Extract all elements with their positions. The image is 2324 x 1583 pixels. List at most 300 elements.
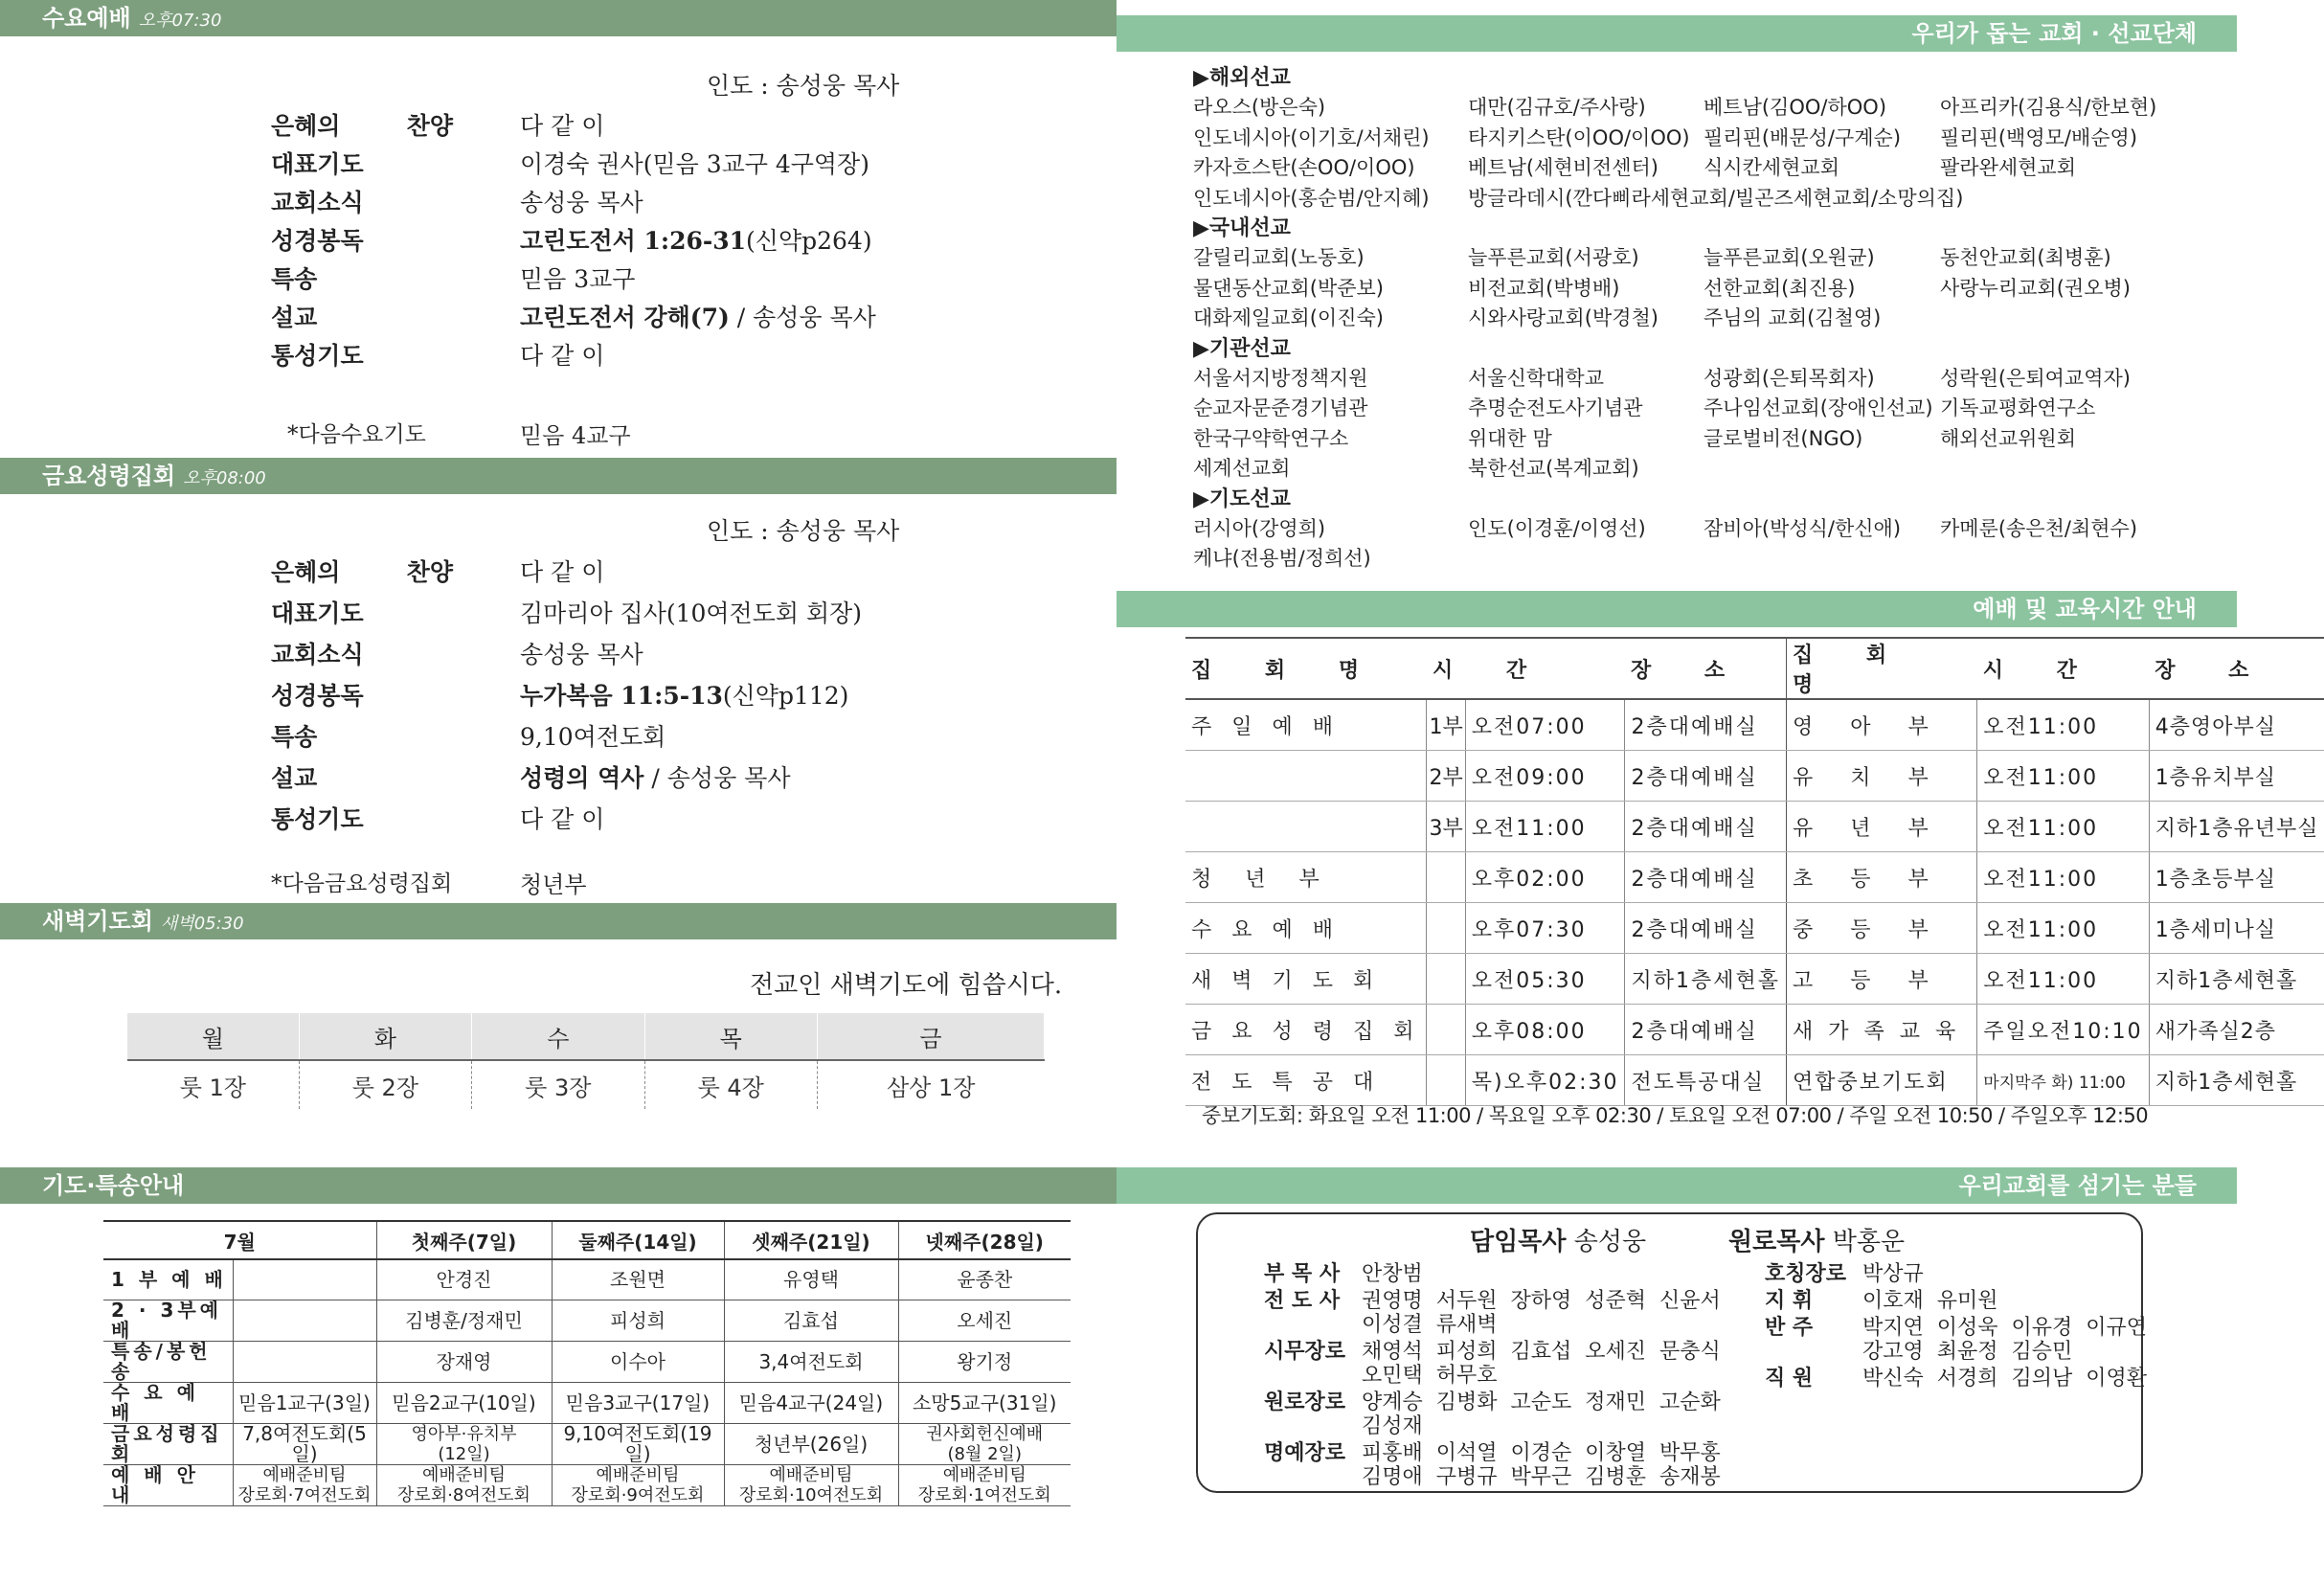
wed-section-header <box>0 0 1117 36</box>
order-label: 통성기도 <box>271 805 364 833</box>
service-cell: 영 아 부 <box>1787 699 1977 751</box>
order-label: 대표기도 <box>271 599 364 627</box>
prayer-cell: 믿음3교구(17일) <box>552 1383 724 1424</box>
mission-item: 물댄동산교회(박준보) <box>1193 276 1384 300</box>
mission-item: 베트남(세현비전센터) <box>1468 156 1658 179</box>
prayer-cell <box>233 1342 376 1383</box>
service-cell: 1부 <box>1427 699 1465 751</box>
service-cell: 지하1층유년부실 <box>2149 802 2324 852</box>
order-label: 설교 <box>271 304 318 331</box>
mission-item: 카메룬(송은천/최현수) <box>1940 516 2138 540</box>
service-cell: 4층영아부실 <box>2149 699 2324 751</box>
prayer-header: 넷째주(28일) <box>898 1221 1071 1259</box>
service-cell: 주 일 예 배 <box>1185 699 1427 751</box>
mission-item: 선한교회(최진용) <box>1704 276 1856 300</box>
prayer-header: 첫째주(7일) <box>376 1221 552 1259</box>
staff-title: 반 주 <box>1765 1316 1814 1340</box>
staff-title: 시무장로 <box>1264 1340 1346 1364</box>
order-value-text: 다 같 이 <box>520 112 605 140</box>
dawn-section-header <box>0 903 1117 939</box>
service-row <box>1185 903 2324 954</box>
mission-list <box>1193 63 2189 575</box>
service-cell: 오전11:00 <box>1977 699 2149 751</box>
wed-next-label: *다음수요기도 <box>287 422 426 447</box>
dawn-reading-table <box>127 1013 1045 1109</box>
fri-next-value: 청년부 <box>520 871 587 898</box>
order-row <box>271 146 1085 184</box>
prayer-cell: 오세진 <box>898 1300 1071 1342</box>
dawn-day: 금 <box>817 1013 1044 1060</box>
mission-item <box>1940 544 2189 575</box>
dawn-day: 수 <box>472 1013 644 1060</box>
staff-section-header <box>1117 1167 2237 1204</box>
order-value-text: 다 같 이 <box>520 805 605 833</box>
senior-pastor <box>1470 1222 1646 1257</box>
service-cell <box>1427 1055 1465 1106</box>
service-cell: 고 등 부 <box>1787 954 1977 1005</box>
mission-item: 잠비아(박성식/한신애) <box>1704 516 1902 540</box>
wed-time: 오후07:30 <box>138 11 222 31</box>
mission-item: 대화제일교회(이진숙) <box>1193 306 1384 329</box>
service-cell <box>1427 852 1465 903</box>
order-value-text: / 송성웅 목사 <box>643 764 791 792</box>
order-row <box>271 718 1085 759</box>
staff-names: 박신숙 서경희 김의남 이영환 <box>1862 1367 2147 1391</box>
mission-item: 필리핀(배문성/구계순) <box>1704 125 1902 149</box>
order-value-bold: 고린도전서 1:26-31 <box>520 227 747 255</box>
order-value-text: 송성웅 목사 <box>520 641 643 668</box>
mission-item: 러시아(강영희) <box>1193 516 1326 540</box>
mission-item: 대만(김규호/주사랑) <box>1468 96 1646 119</box>
prayer-cell: 이수아 <box>552 1342 724 1383</box>
mission-item: 늘푸른교회(오원균) <box>1704 246 1875 269</box>
service-cell: 중 등 부 <box>1787 903 1977 954</box>
order-value <box>520 260 635 295</box>
service-cell: 오전11:00 <box>1977 751 2149 802</box>
order-value <box>520 677 848 712</box>
service-cell: 오후02:00 <box>1465 852 1625 903</box>
order-value <box>520 718 666 753</box>
services-title: 예배 및 교육시간 안내 <box>1973 596 2197 622</box>
staff-names: 강고영 최윤정 김승민 <box>1862 1340 2073 1364</box>
intercession-note: 중보기도회: 화요일 오전 11:00 / 목요일 오후 02:30 / 토요일 오전 07:00 / 주일 오전 10:50 / 주일오후 12:50 <box>1202 1104 2149 1127</box>
order-value-text: 송성웅 목사 <box>520 189 643 216</box>
mission-item: 추명순전도사기념관 <box>1468 396 1643 419</box>
prayer-row-label: 특송/봉헌송 <box>103 1342 233 1383</box>
staff-names: 이성결 류새벽 <box>1362 1313 1498 1337</box>
service-cell: 연합중보기도회 <box>1787 1055 1977 1106</box>
prayer-row <box>103 1383 1071 1424</box>
staff-names: 피홍배 이석열 이경순 이창열 박무홍 <box>1362 1441 1721 1465</box>
wed-leader: 인도 : 송성웅 목사 <box>707 72 900 100</box>
order-label: 성경봉독 <box>271 227 364 255</box>
service-cell: 전 도 특 공 대 <box>1185 1055 1427 1106</box>
prayer-cell: 예배준비팀 장로회·1여전도회 <box>898 1465 1071 1506</box>
order-value-text: 9,10여전도회 <box>520 723 666 751</box>
dawn-time: 새벽05:30 <box>160 914 244 934</box>
service-cell: 새가족실2층 <box>2149 1005 2324 1055</box>
dawn-title: 새벽기도회 <box>42 908 153 935</box>
mission-item: 라오스(방은숙) <box>1193 96 1326 119</box>
order-value-text: 김마리아 집사(10여전도회 회장) <box>520 599 863 627</box>
service-cell: 초 등 부 <box>1787 852 1977 903</box>
prayer-cell: 유영택 <box>724 1259 898 1300</box>
mission-item <box>1940 304 2189 334</box>
prayer-cell: 소망5교구(31일) <box>898 1383 1071 1424</box>
prayer-cell: 왕기정 <box>898 1342 1071 1383</box>
prayer-row <box>103 1300 1071 1342</box>
staff-names: 안창범 <box>1362 1262 1423 1286</box>
service-header: 장 소 <box>2149 638 2324 699</box>
order-label: 대표기도 <box>271 150 364 178</box>
order-value-bold: 누가복음 11:5-13 <box>520 682 723 710</box>
service-cell: 유 치 부 <box>1787 751 1977 802</box>
service-cell <box>1427 954 1465 1005</box>
order-label: 통성기도 <box>271 342 364 370</box>
wed-order <box>271 107 1085 395</box>
wed-title: 수요예배 <box>42 5 131 32</box>
service-cell: 3부 <box>1427 802 1465 852</box>
mission-item: 시와사랑교회(박경철) <box>1468 306 1658 329</box>
prayer-section-header <box>0 1167 1117 1204</box>
prayer-cell: 예배준비팀 장로회·8여전도회 <box>376 1465 552 1506</box>
order-value-text: 다 같 이 <box>520 558 605 586</box>
service-cell <box>1185 802 1427 852</box>
prayer-row <box>103 1465 1071 1506</box>
order-row <box>271 222 1085 260</box>
order-value <box>520 337 604 372</box>
service-cell: 1층유치부실 <box>2149 751 2324 802</box>
mission-group-head: ▶기관선교 <box>1193 336 1291 361</box>
prayer-cell: 안경진 <box>376 1259 552 1300</box>
service-cell: 주일오전10:10 <box>1977 1005 2149 1055</box>
mission-item: 팔라완세현교회 <box>1940 156 2077 179</box>
prayer-cell <box>233 1300 376 1342</box>
prayer-row-label: 수 요 예 배 <box>103 1383 233 1424</box>
service-cell: 오후07:30 <box>1465 903 1625 954</box>
order-value <box>520 554 604 588</box>
prayer-cell: 믿음4교구(24일) <box>724 1383 898 1424</box>
dawn-reading: 룻 1장 <box>127 1060 299 1109</box>
service-cell: 2층대예배실 <box>1625 802 1787 852</box>
prayer-cell: 윤종찬 <box>898 1259 1071 1300</box>
fri-next-label: *다음금요성령집회 <box>271 871 453 896</box>
mission-item <box>1940 184 2189 215</box>
service-cell: 마지막주 화) 11:00 <box>1977 1055 2149 1106</box>
prayer-cell: 7,8여전도회(5일) <box>233 1424 376 1465</box>
dawn-day: 목 <box>644 1013 817 1060</box>
mission-item: 식시칸세현교회 <box>1704 156 1840 179</box>
service-row <box>1185 802 2324 852</box>
service-cell: 오전05:30 <box>1465 954 1625 1005</box>
mission-item <box>1468 544 1704 575</box>
service-header: 집 회 명 <box>1185 638 1427 699</box>
prayer-cell: 피성희 <box>552 1300 724 1342</box>
mission-item: 위대한 맘 <box>1468 426 1552 450</box>
service-cell: 2층대예배실 <box>1625 1005 1787 1055</box>
prayer-row <box>103 1424 1071 1465</box>
service-time-table <box>1185 637 2324 1106</box>
staff-title: 전 도 사 <box>1264 1289 1341 1313</box>
emeritus-pastor-title: 원로목사 <box>1728 1228 1825 1256</box>
prayer-cell: 장재영 <box>376 1342 552 1383</box>
service-row <box>1185 852 2324 903</box>
prayer-cell: 예배준비팀 장로회·10여전도회 <box>724 1465 898 1506</box>
service-cell: 오전11:00 <box>1977 852 2149 903</box>
order-value <box>520 595 862 629</box>
mission-grid <box>1193 364 2189 485</box>
order-value <box>520 299 876 333</box>
order-label: 특송 <box>271 265 318 293</box>
prayer-row-label: 1 부 예 배 <box>103 1259 233 1300</box>
order-value-text: 믿음 3교구 <box>520 265 636 293</box>
prayer-row <box>103 1259 1071 1300</box>
mission-item: 인도(이경훈/이영선) <box>1468 516 1646 540</box>
mission-item: 서울서지방정책지원 <box>1193 366 1368 390</box>
mission-item: 아프리카(김용식/한보현) <box>1940 96 2157 119</box>
service-cell: 지하1층세현홀 <box>1625 954 1787 1005</box>
staff-names: 박상규 <box>1862 1262 1924 1286</box>
order-value <box>520 222 872 257</box>
staff-title: 직 원 <box>1765 1367 1814 1391</box>
mission-item: 한국구약학연구소 <box>1193 426 1349 450</box>
service-header: 시 간 <box>1977 638 2149 699</box>
services-section-header <box>1117 591 2237 627</box>
mission-item: 인도네시아(홍순범/안지혜) <box>1193 186 1430 210</box>
mission-item: 세계선교회 <box>1193 457 1291 480</box>
prayer-cell: 영아부·유치부 (12일) <box>376 1424 552 1465</box>
mission-item: 타지키스탄(이OO/이OO) <box>1468 125 1690 149</box>
prayer-row-label: 금요성령집회 <box>103 1424 233 1465</box>
service-cell: 2층대예배실 <box>1625 699 1787 751</box>
dawn-day: 월 <box>127 1013 299 1060</box>
staff-title: 호칭장로 <box>1765 1262 1847 1286</box>
mission-item: 주나임선교회(장애인선교) <box>1704 396 1933 419</box>
dawn-reading: 삼상 1장 <box>886 1074 976 1101</box>
service-cell: 오전09:00 <box>1465 751 1625 802</box>
service-cell <box>1427 903 1465 954</box>
fri-order <box>271 554 1085 860</box>
order-row <box>271 759 1085 801</box>
dawn-reading: 룻 3장 <box>472 1060 644 1109</box>
mission-item: 기독교평화연구소 <box>1940 396 2096 419</box>
prayer-row-label: 예 배 안 내 <box>103 1465 233 1506</box>
order-value-bold: 성령의 역사 <box>520 764 644 792</box>
prayer-cell: 예배준비팀 장로회·9여전도회 <box>552 1465 724 1506</box>
service-row <box>1185 954 2324 1005</box>
mission-item: 비전교회(박병배) <box>1468 276 1620 300</box>
prayer-title: 기도·특송안내 <box>42 1172 185 1199</box>
order-row <box>271 554 1085 595</box>
order-label: 특송 <box>271 723 318 751</box>
order-row <box>271 260 1085 299</box>
emeritus-pastor <box>1728 1222 1905 1257</box>
staff-title: 지 휘 <box>1765 1289 1814 1313</box>
staff-names: 권영명 서두원 장하영 성준혁 신윤서 <box>1362 1289 1721 1313</box>
order-value <box>520 107 604 142</box>
senior-pastor-title: 담임목사 <box>1470 1228 1567 1256</box>
service-row <box>1185 699 2324 751</box>
mission-item: 성락원(은퇴여교역자) <box>1940 366 2131 390</box>
order-value-text: (신약p264) <box>746 227 872 255</box>
service-row <box>1185 1055 2324 1106</box>
prayer-header: 셋째주(21일) <box>724 1221 898 1259</box>
staff-names: 박지연 이성욱 이유경 이규연 <box>1862 1316 2147 1340</box>
service-cell: 청 년 부 <box>1185 852 1427 903</box>
mission-item: 성광회(은퇴목회자) <box>1704 366 1875 390</box>
mission-item <box>1704 184 1940 215</box>
prayer-cell <box>233 1259 376 1300</box>
fri-leader: 인도 : 송성웅 목사 <box>707 517 900 545</box>
prayer-row-label: 2 · 3부예배 <box>103 1300 233 1342</box>
prayer-header: 둘째주(14일) <box>552 1221 724 1259</box>
order-row <box>271 595 1085 636</box>
service-cell: 2부 <box>1427 751 1465 802</box>
service-cell: 2층대예배실 <box>1625 751 1787 802</box>
mission-grid <box>1193 93 2189 214</box>
mission-item: 케냐(전용범/정희선) <box>1193 547 1371 570</box>
service-cell: 오전11:00 <box>1977 802 2149 852</box>
order-value-bold: 고린도전서 강해(7) <box>520 304 730 331</box>
mission-group-head: ▶기도선교 <box>1193 486 1291 511</box>
prayer-cell: 김효섭 <box>724 1300 898 1342</box>
mission-group-head: ▶해외선교 <box>1193 66 1291 90</box>
wed-next-value: 믿음 4교구 <box>520 422 631 449</box>
order-label: 설교 <box>271 764 318 792</box>
mission-item <box>1704 454 1940 485</box>
emeritus-pastor-name: 박홍운 <box>1832 1228 1906 1256</box>
prayer-cell: 조원면 <box>552 1259 724 1300</box>
service-header: 집 회 명 <box>1787 638 1977 699</box>
service-cell: 새가족교육 <box>1787 1005 1977 1055</box>
service-cell: 유 년 부 <box>1787 802 1977 852</box>
staff-title: 명예장로 <box>1264 1441 1346 1465</box>
senior-pastor-name: 송성웅 <box>1573 1228 1647 1256</box>
service-cell: 금 요 성 령 집 회 <box>1185 1005 1427 1055</box>
order-value-text: / 송성웅 목사 <box>729 304 876 331</box>
mission-item <box>1940 454 2189 485</box>
mission-item: 인도네시아(이기호/서채린) <box>1193 125 1430 149</box>
service-cell: 지하1층세현홀 <box>2149 954 2324 1005</box>
service-cell <box>1185 751 1427 802</box>
service-cell: 오후08:00 <box>1465 1005 1625 1055</box>
order-row <box>271 801 1085 842</box>
staff-names: 채영석 피성희 김효섭 오세진 문충식 <box>1362 1340 1721 1364</box>
staff-names: 김성재 <box>1362 1414 1423 1438</box>
mission-item: 필리핀(백영모/배순영) <box>1940 125 2138 149</box>
order-label: 교회소식 <box>271 189 364 216</box>
order-row <box>271 299 1085 337</box>
service-cell: 수 요 예 배 <box>1185 903 1427 954</box>
staff-names: 이호재 유미원 <box>1862 1289 1998 1313</box>
staff-title: 부 목 사 <box>1264 1262 1341 1286</box>
prayer-cell: 청년부(26일) <box>724 1424 898 1465</box>
service-cell: 2층대예배실 <box>1625 852 1787 903</box>
service-header: 시 간 <box>1427 638 1625 699</box>
order-label: 은혜의 찬양 <box>271 112 453 140</box>
mission-item: 북한선교(복계교회) <box>1468 457 1639 480</box>
mission-item: 해외선교위원회 <box>1940 426 2077 450</box>
order-value-text: 이경숙 권사(믿음 3교구 4구역장) <box>520 150 869 178</box>
prayer-cell: 믿음2교구(10일) <box>376 1383 552 1424</box>
prayer-cell: 김병훈/정재민 <box>376 1300 552 1342</box>
prayer-header: 7월 <box>103 1221 376 1259</box>
order-label: 교회소식 <box>271 641 364 668</box>
prayer-cell: 권사회헌신예배 (8월 2일) <box>898 1424 1071 1465</box>
prayer-row <box>103 1342 1071 1383</box>
service-cell: 1층초등부실 <box>2149 852 2324 903</box>
prayer-cell: 3,4여전도회 <box>724 1342 898 1383</box>
dawn-reading: 룻 2장 <box>299 1060 471 1109</box>
staff-names: 김명애 구병규 박무근 김병훈 송재봉 <box>1362 1465 1721 1489</box>
mission-group-head: ▶국내선교 <box>1193 216 1291 240</box>
mission-item: 주님의 교회(김철영) <box>1704 306 1882 329</box>
staff-names: 오민택 허무호 <box>1362 1364 1498 1388</box>
prayer-cell: 믿음1교구(3일) <box>233 1383 376 1424</box>
service-cell: 오전11:00 <box>1977 903 2149 954</box>
mission-item: 서울신학대학교 <box>1468 366 1605 390</box>
service-header: 장 소 <box>1625 638 1787 699</box>
fri-time: 오후08:00 <box>183 468 266 488</box>
mission-title: 우리가 돕는 교회 · 선교단체 <box>1911 20 2197 47</box>
mission-item: 갈릴리교회(노동호) <box>1193 246 1365 269</box>
mission-item: 동천안교회(최병훈) <box>1940 246 2111 269</box>
order-value <box>520 184 643 218</box>
service-cell: 오전07:00 <box>1465 699 1625 751</box>
service-cell: 전도특공대실 <box>1625 1055 1787 1106</box>
mission-item: 카자흐스탄(손OO/이OO) <box>1193 156 1415 179</box>
staff-title: 원로장로 <box>1264 1391 1346 1414</box>
service-cell: 2층대예배실 <box>1625 903 1787 954</box>
mission-section-header <box>1117 15 2237 52</box>
prayer-cell: 예배준비팀 장로회·7여전도회 <box>233 1465 376 1506</box>
dawn-reading: 룻 4장 <box>644 1060 817 1109</box>
mission-grid <box>1193 243 2189 334</box>
service-cell: 새 벽 기 도 회 <box>1185 954 1427 1005</box>
order-row <box>271 337 1085 375</box>
order-value <box>520 146 869 180</box>
order-row <box>271 677 1085 718</box>
dawn-day: 화 <box>299 1013 471 1060</box>
order-label: 은혜의 찬양 <box>271 558 453 586</box>
order-value-text: 다 같 이 <box>520 342 605 370</box>
service-row <box>1185 751 2324 802</box>
order-row <box>271 184 1085 222</box>
order-value-text: (신약p112) <box>722 682 849 710</box>
order-value <box>520 759 790 794</box>
service-cell <box>1427 1005 1465 1055</box>
mission-item: 사랑누리교회(권오병) <box>1940 276 2131 300</box>
service-cell: 목)오후02:30 <box>1465 1055 1625 1106</box>
dawn-note: 전교인 새벽기도에 힘씁시다. <box>750 971 1063 1000</box>
prayer-table <box>103 1220 1071 1506</box>
service-row <box>1185 1005 2324 1055</box>
order-row <box>271 107 1085 146</box>
order-value <box>520 801 604 835</box>
service-cell: 오전11:00 <box>1465 802 1625 852</box>
mission-item: 베트남(김OO/하OO) <box>1704 96 1887 119</box>
prayer-cell: 9,10여전도회(19일) <box>552 1424 724 1465</box>
staff-title: 우리교회를 섬기는 분들 <box>1958 1172 2197 1199</box>
fri-title: 금요성령집회 <box>42 463 176 489</box>
order-value <box>520 636 643 670</box>
order-label: 성경봉독 <box>271 682 364 710</box>
mission-item <box>1704 544 1940 575</box>
mission-item: 순교자문준경기념관 <box>1193 396 1368 419</box>
fri-section-header <box>0 458 1117 494</box>
mission-grid <box>1193 514 2189 575</box>
mission-item: 글로벌비전(NGO) <box>1704 426 1863 450</box>
